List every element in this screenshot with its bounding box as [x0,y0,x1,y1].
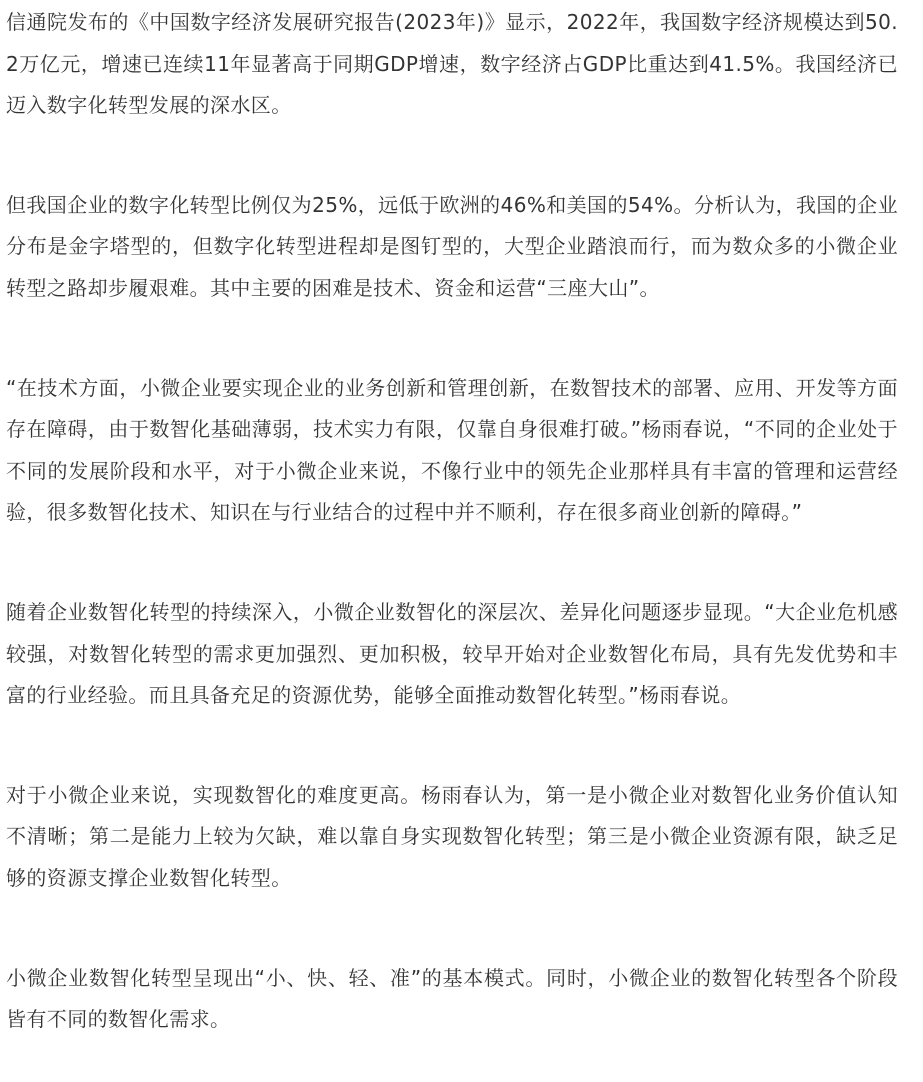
paragraph-spacer [6,900,898,958]
paragraph-spacer [6,717,898,775]
paragraph-basic-mode: 小微企业数智化转型呈现出“小、快、轻、准”的基本模式。同时，小微企业的数智化转型各个阶段皆有不同的数智化需求。 [6,965,898,1032]
paragraph-spacer [6,127,898,185]
paragraph-spacer [6,534,898,592]
paragraph-technology-barriers-quote: “在技术方面，小微企业要实现企业的业务创新和管理创新，在数智技术的部署、应用、开发等方面存在障碍，由于数智化基础薄弱，技术实力有限，仅靠自身很难打破。”杨雨春说，“不同的企业处于不同的发展阶段和水平，对于小微企业来说，不像行业中的领先企业那样具有丰富的管理和运营经验，很多数智化技术、知识在与行业结合的过程中并不顺利，存在很多商业创新的障碍。” [6,375,898,525]
paragraph-large-enterprise-advantage: 随着企业数智化转型的持续深入，小微企业数智化的深层次、差异化问题逐步显现。“大企业危机感较强，对数智化转型的需求更加强烈、更加积极，较早开始对企业数智化布局，具有先发优势和丰富的行业经验。而且具备充足的资源优势，能够全面推动数智化转型。”杨雨春说。 [6,599,898,708]
paragraph-spacer [6,310,898,368]
article-body [6,0,898,1041]
paragraph-digital-economy-scale: 信通院发布的《中国数字经济发展研究报告(2023年)》显示，2022年，我国数字经济规模达到50.2万亿元，增速已连续11年显著高于同期GDP增速，数字经济占GDP比重达到41.5%。我国经济已迈入数字化转型发展的深水区。 [6,10,898,118]
paragraph-transformation-ratio: 但我国企业的数字化转型比例仅为25%，远低于欧洲的46%和美国的54%。分析认为，我国的企业分布是金字塔型的，但数字化转型进程却是图钉型的，大型企业踏浪而行，而为数众多的小微企业转型之路却步履艰难。其中主要的困难是技术、资金和运营“三座大山”。 [6,192,898,300]
paragraph-difficulty-reasons: 对于小微企业来说，实现数智化的难度更高。杨雨春认为，第一是小微企业对数智化业务价值认知不清晰；第二是能力上较为欠缺，难以靠自身实现数智化转型；第三是小微企业资源有限，缺乏足够的资源支撑企业数智化转型。 [6,782,898,890]
